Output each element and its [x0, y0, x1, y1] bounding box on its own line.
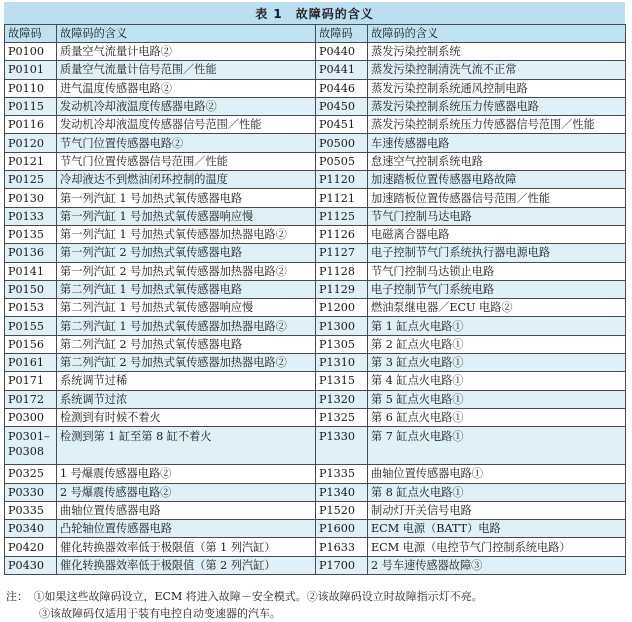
fault-meaning: 燃油泵继电器／ECU 电路② — [368, 299, 626, 317]
fault-code: P0451 — [316, 116, 368, 134]
table-row — [5, 79, 626, 97]
fault-meaning: 系统调节过稀 — [57, 372, 316, 390]
fault-code: P0330 — [5, 483, 57, 501]
table-row — [5, 171, 626, 189]
fault-meaning: 第一列汽缸 2 号加热式氧传感器加热器电路② — [57, 262, 316, 280]
fault-code: P0153 — [5, 299, 57, 317]
table-row — [5, 134, 626, 152]
fault-meaning: 发动机冷却液温度传感器信号范围／性能 — [57, 116, 316, 134]
fault-meaning: 第一列汽缸 2 号加热式氧传感器电路 — [57, 244, 316, 262]
fault-meaning: 第一列汽缸 1 号加热式氧传感器电路 — [57, 189, 316, 207]
fault-meaning: 第 1 缸点火电路① — [368, 317, 626, 335]
table-row — [5, 372, 626, 390]
footnotes — [6, 588, 626, 622]
fault-meaning: 加速踏板位置传感器电路故障 — [368, 171, 626, 189]
table-row — [5, 354, 626, 372]
table-row — [5, 262, 626, 280]
fault-code: P1128 — [316, 262, 368, 280]
fault-meaning: 第 3 缸点火电路① — [368, 354, 626, 372]
fault-code: P0155 — [5, 317, 57, 335]
table-row — [5, 225, 626, 243]
fault-code: P0172 — [5, 390, 57, 408]
fault-code: P0430 — [5, 556, 57, 574]
header-meaning-right: 故障码的含义 — [368, 25, 626, 43]
fault-meaning: 1 号爆震传感器电路② — [57, 465, 316, 483]
fault-code: P0150 — [5, 280, 57, 298]
fault-code: P0101 — [5, 61, 57, 79]
fault-meaning: 凸轮轴位置传感器电路 — [57, 520, 316, 538]
table-row — [5, 43, 626, 61]
table-row — [5, 61, 626, 79]
fault-code: P1700 — [316, 556, 368, 574]
fault-meaning: 怠速空气控制系统电路 — [368, 152, 626, 170]
fault-meaning: 加速踏板位置传感器信号范围／性能 — [368, 189, 626, 207]
fault-meaning: 蒸发污染控制系统通风控制电路 — [368, 79, 626, 97]
fault-meaning: 2 号车速传感器故障③ — [368, 556, 626, 574]
fault-code: P0156 — [5, 335, 57, 353]
fault-code: P1305 — [316, 335, 368, 353]
table-row — [5, 483, 626, 501]
fault-code: P0121 — [5, 152, 57, 170]
table-row — [5, 556, 626, 574]
fault-code: P0141 — [5, 262, 57, 280]
fault-meaning: 第 6 缸点火电路① — [368, 408, 626, 426]
table-row — [5, 97, 626, 115]
fault-code: P0300 — [5, 408, 57, 426]
fault-meaning: 2 号爆震传感器电路② — [57, 483, 316, 501]
fault-meaning: 催化转换器效率低于极限值（第 1 列汽缸） — [57, 538, 316, 556]
fault-meaning: 质量空气流量计电路② — [57, 43, 316, 61]
fault-meaning: ECM 电源（电控节气门控制系统电路） — [368, 538, 626, 556]
fault-code: P1126 — [316, 225, 368, 243]
fault-meaning: 节气门控制马达电路 — [368, 207, 626, 225]
fault-code: P0505 — [316, 152, 368, 170]
fault-meaning: 第二列汽缸 1 号加热式氧传感器电路 — [57, 280, 316, 298]
fault-meaning: 蒸发污染控制清洗气流不正常 — [368, 61, 626, 79]
table-row — [5, 501, 626, 519]
header-meaning-left: 故障码的含义 — [57, 25, 316, 43]
fault-meaning: 催化转换器效率低于极限值（第 2 列汽缸） — [57, 556, 316, 574]
table-row — [5, 538, 626, 556]
fault-code: P0335 — [5, 501, 57, 519]
fault-meaning: 电子控制节气门系统执行器电源电路 — [368, 244, 626, 262]
fault-meaning: 检测到第 1 缸至第 8 缸不着火 — [57, 427, 316, 465]
fault-code: P0135 — [5, 225, 57, 243]
fault-code: P1320 — [316, 390, 368, 408]
fault-code: P0116 — [5, 116, 57, 134]
fault-meaning: 节气门位置传感器电路② — [57, 134, 316, 152]
table-row — [5, 317, 626, 335]
fault-code: P0110 — [5, 79, 57, 97]
fault-code: P1340 — [316, 483, 368, 501]
fault-code: P1633 — [316, 538, 368, 556]
fault-meaning: 节气门控制马达锁止电路 — [368, 262, 626, 280]
fault-code: P0100 — [5, 43, 57, 61]
fault-code: P1121 — [316, 189, 368, 207]
fault-meaning: 车速传感器电路 — [368, 134, 626, 152]
fault-meaning: 蒸发污染控制系统 — [368, 43, 626, 61]
fault-code: P0171 — [5, 372, 57, 390]
fault-meaning: 节气门位置传感器信号范围／性能 — [57, 152, 316, 170]
fault-code: P0133 — [5, 207, 57, 225]
fault-meaning: ECM 电源（BATT）电路 — [368, 520, 626, 538]
fault-meaning: 第一列汽缸 1 号加热式氧传感器响应慢 — [57, 207, 316, 225]
fault-meaning: 第二列汽缸 2 号加热式氧传感器电路 — [57, 335, 316, 353]
table-row — [5, 280, 626, 298]
fault-meaning: 第二列汽缸 1 号加热式氧传感器响应慢 — [57, 299, 316, 317]
fault-code: P0301–P0308 — [5, 427, 57, 465]
fault-meaning: 质量空气流量计信号范围／性能 — [57, 61, 316, 79]
table-row — [5, 390, 626, 408]
fault-code: P1129 — [316, 280, 368, 298]
fault-code: P0441 — [316, 61, 368, 79]
table-row — [5, 427, 626, 465]
fault-meaning: 第二列汽缸 1 号加热式氧传感器加热器电路② — [57, 317, 316, 335]
fault-meaning: 曲轴位置传感器电路① — [368, 465, 626, 483]
table-row — [5, 520, 626, 538]
table-row — [5, 207, 626, 225]
fault-meaning: 第一列汽缸 1 号加热式氧传感器加热器电路② — [57, 225, 316, 243]
fault-code: P1125 — [316, 207, 368, 225]
fault-meaning: 蒸发污染控制系统压力传感器信号范围／性能 — [368, 116, 626, 134]
fault-code: P1330 — [316, 427, 368, 465]
fault-meaning: 系统调节过浓 — [57, 390, 316, 408]
table-row — [5, 465, 626, 483]
fault-code: P0440 — [316, 43, 368, 61]
table-row — [5, 116, 626, 134]
fault-code: P0130 — [5, 189, 57, 207]
fault-code: P0125 — [5, 171, 57, 189]
fault-meaning: 第 5 缸点火电路① — [368, 390, 626, 408]
fault-meaning: 第 2 缸点火电路① — [368, 335, 626, 353]
fault-code-table — [4, 24, 626, 575]
fault-code: P1120 — [316, 171, 368, 189]
table-row — [5, 408, 626, 426]
fault-code: P0115 — [5, 97, 57, 115]
fault-meaning: 发动机冷却液温度传感器电路② — [57, 97, 316, 115]
fault-code: P0325 — [5, 465, 57, 483]
fault-meaning: 电子控制节气门系统电路 — [368, 280, 626, 298]
fault-code: P1600 — [316, 520, 368, 538]
table-row — [5, 189, 626, 207]
header-code-left: 故障码 — [5, 25, 57, 43]
fault-code: P1300 — [316, 317, 368, 335]
fault-meaning: 第 7 缸点火电路① — [368, 427, 626, 465]
table-row — [5, 152, 626, 170]
fault-meaning: 第 4 缸点火电路① — [368, 372, 626, 390]
fault-code: P0420 — [5, 538, 57, 556]
header-code-right: 故障码 — [316, 25, 368, 43]
fault-meaning: 电磁离合器电路 — [368, 225, 626, 243]
fault-code: P0340 — [5, 520, 57, 538]
fault-meaning: 第 8 缸点火电路① — [368, 483, 626, 501]
table-title: 表 1 故障码的含义 — [4, 2, 625, 24]
fault-meaning: 制动灯开关信号电路 — [368, 501, 626, 519]
table-row — [5, 299, 626, 317]
fault-meaning: 第二列汽缸 2 号加热式氧传感器加热器电路② — [57, 354, 316, 372]
table-row — [5, 244, 626, 262]
footnote-line: ③该故障码仅适用于装有电控自动变速器的汽车。 — [6, 607, 281, 620]
fault-meaning: 进气温度传感器电路② — [57, 79, 316, 97]
fault-code: P1335 — [316, 465, 368, 483]
fault-code: P1310 — [316, 354, 368, 372]
fault-meaning: 蒸发污染控制系统压力传感器电路 — [368, 97, 626, 115]
fault-code: P0446 — [316, 79, 368, 97]
fault-code: P0161 — [5, 354, 57, 372]
fault-meaning: 冷却液达不到燃油闭环控制的温度 — [57, 171, 316, 189]
table-row — [5, 335, 626, 353]
fault-meaning: 检测到有时候不着火 — [57, 408, 316, 426]
fault-code: P0136 — [5, 244, 57, 262]
fault-code: P1200 — [316, 299, 368, 317]
fault-meaning: 曲轴位置传感器电路 — [57, 501, 316, 519]
fault-code: P1325 — [316, 408, 368, 426]
fault-code: P0120 — [5, 134, 57, 152]
table-header-row — [5, 25, 626, 43]
fault-code: P1520 — [316, 501, 368, 519]
fault-code: P0500 — [316, 134, 368, 152]
fault-code: P1315 — [316, 372, 368, 390]
fault-code: P0450 — [316, 97, 368, 115]
fault-code: P1127 — [316, 244, 368, 262]
footnote-line: 注： ①如果这些故障码设立，ECM 将进入故障－安全模式。②该故障码设立时故障指示灯不亮。 — [6, 590, 483, 603]
